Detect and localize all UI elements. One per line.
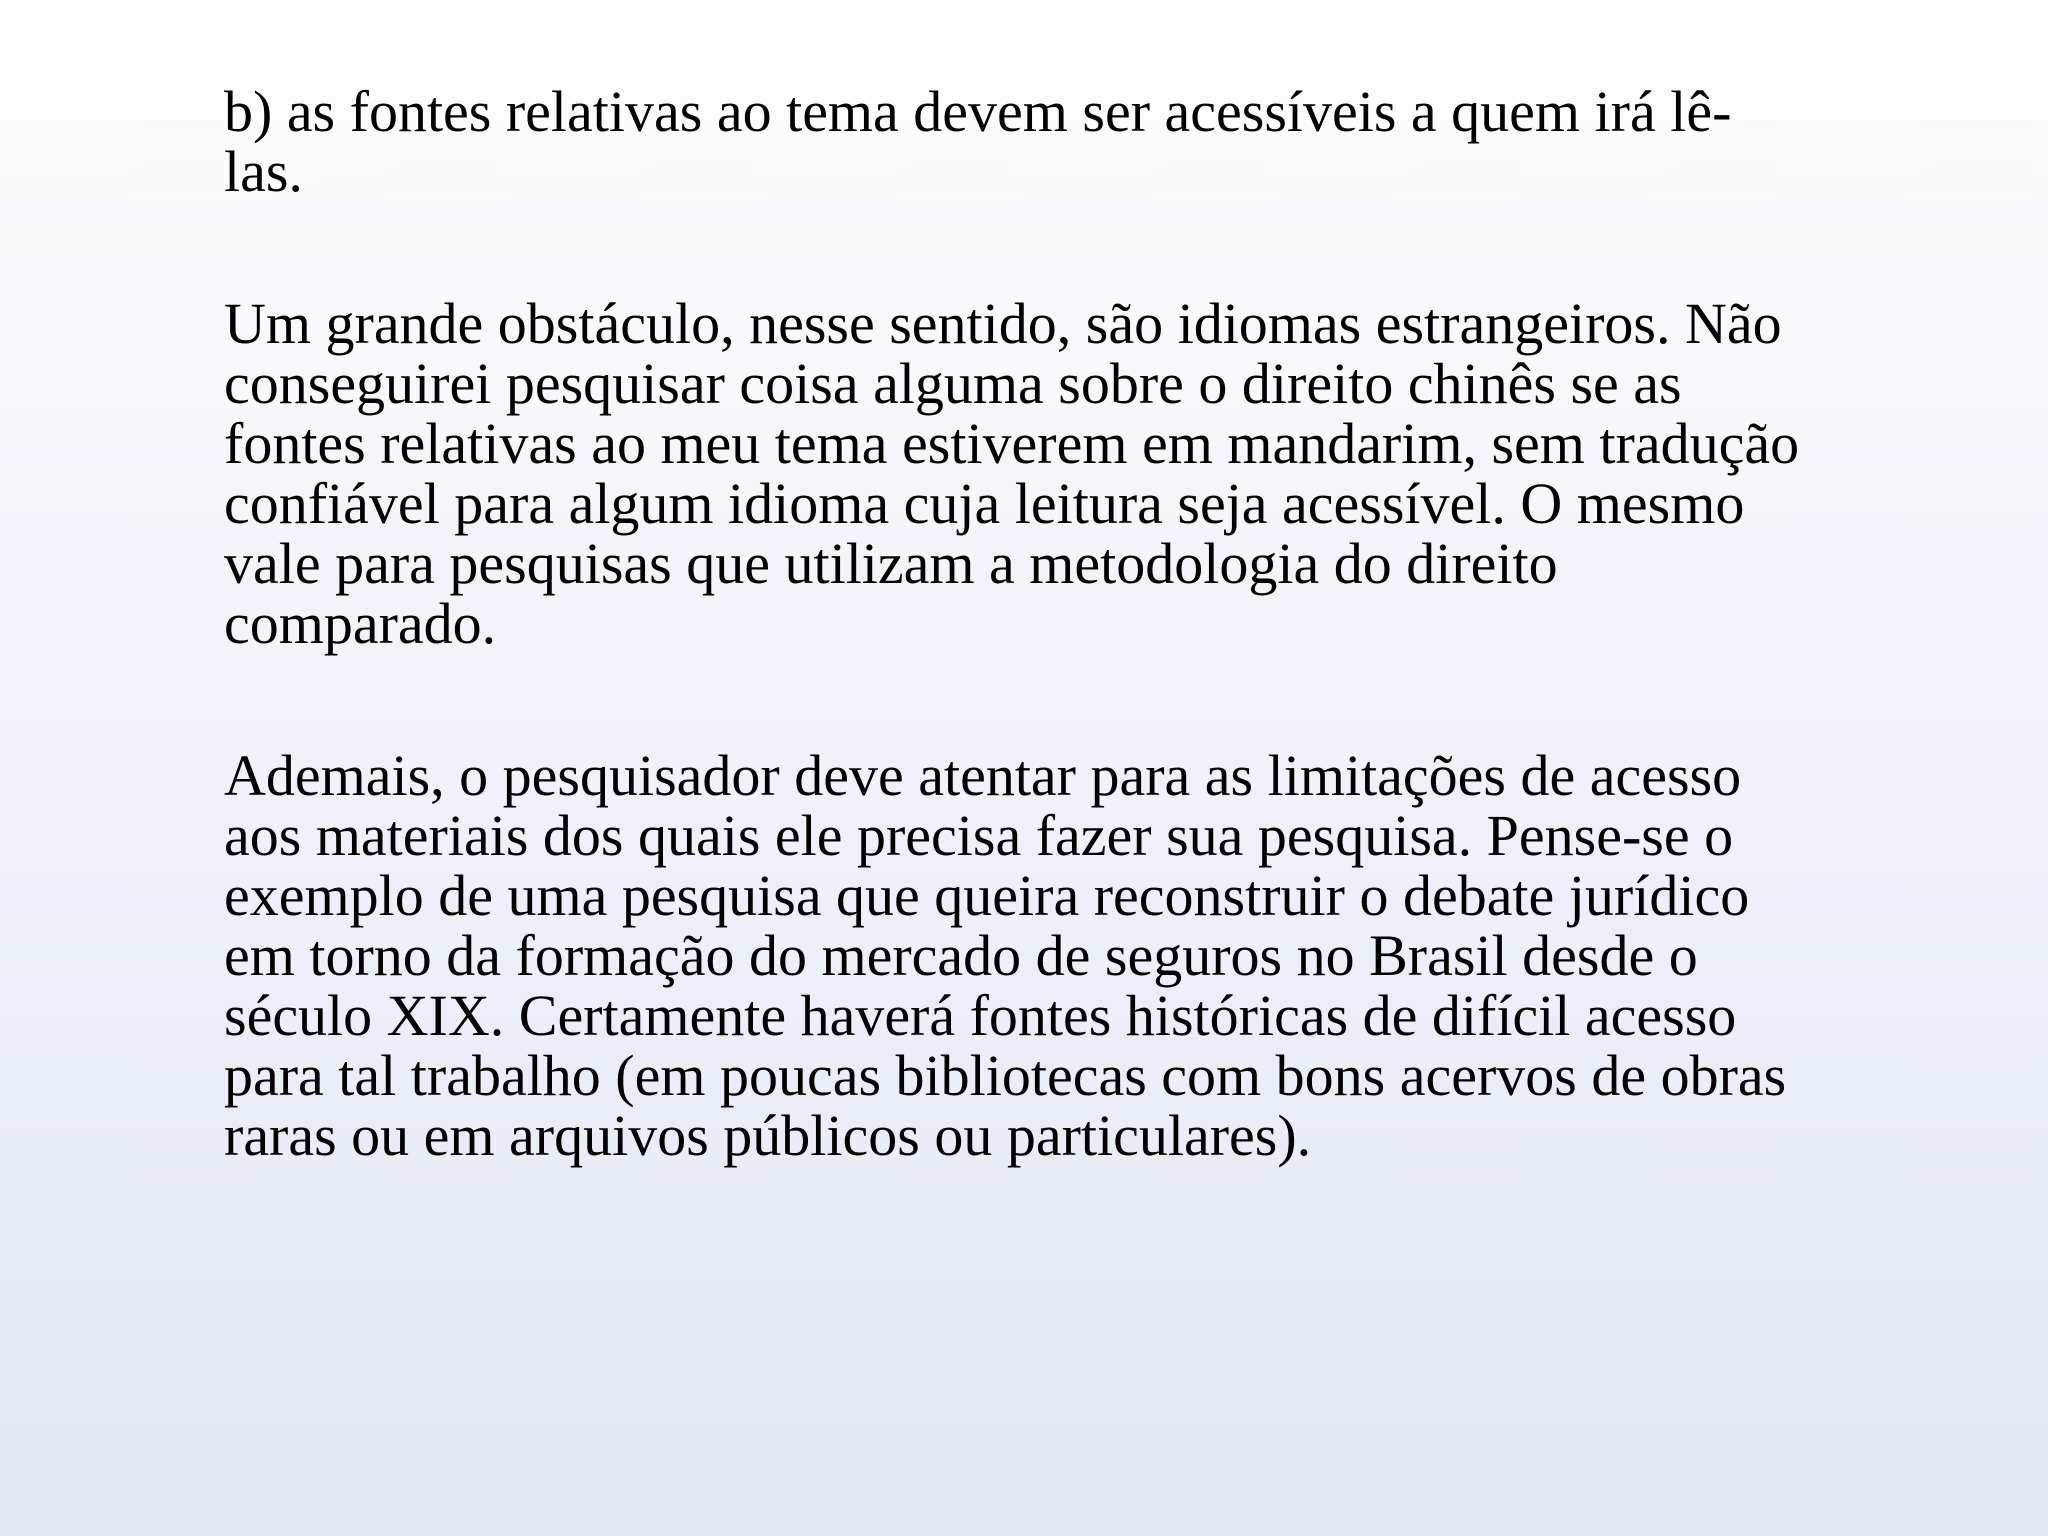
text-line: comparado.: [224, 591, 497, 656]
text-line: raras ou em arquivos públicos ou particulares).: [224, 1103, 1312, 1168]
text-line: vale para pesquisas que utilizam a metodologia do direito: [224, 531, 1558, 596]
slide-body-text: [224, 79, 1944, 1258]
text-line: Um grande obstáculo, nesse sentido, são idiomas estrangeiros. Não: [224, 291, 1782, 356]
text-line: conseguirei pesquisar coisa alguma sobre o direito chinês se as: [224, 351, 1682, 416]
text-line: confiável para algum idioma cuja leitura seja acessível. O mesmo: [224, 471, 1745, 536]
text-line: b) as fontes relativas ao tema devem ser acessíveis a quem irá lê-: [224, 79, 1732, 144]
text-line: Ademais, o pesquisador deve atentar para as limitações de acesso: [224, 743, 1742, 808]
text-line: para tal trabalho (em poucas bibliotecas com bons acervos de obras: [224, 1043, 1787, 1108]
paragraph-idiomas: [224, 291, 1944, 656]
paragraph-acesso: [224, 743, 1944, 1168]
text-line: em torno da formação do mercado de seguros no Brasil desde o: [224, 923, 1698, 988]
text-line: século XIX. Certamente haverá fontes históricas de difícil acesso: [224, 983, 1737, 1048]
text-line: exemplo de uma pesquisa que queira reconstruir o debate jurídico: [224, 863, 1750, 928]
text-line: aos materiais dos quais ele precisa fazer sua pesquisa. Pense-se o: [224, 803, 1734, 868]
text-line: fontes relativas ao meu tema estiverem em mandarim, sem tradução: [224, 411, 1800, 476]
text-line: las.: [224, 139, 303, 204]
paragraph-item-b: [224, 79, 1944, 204]
